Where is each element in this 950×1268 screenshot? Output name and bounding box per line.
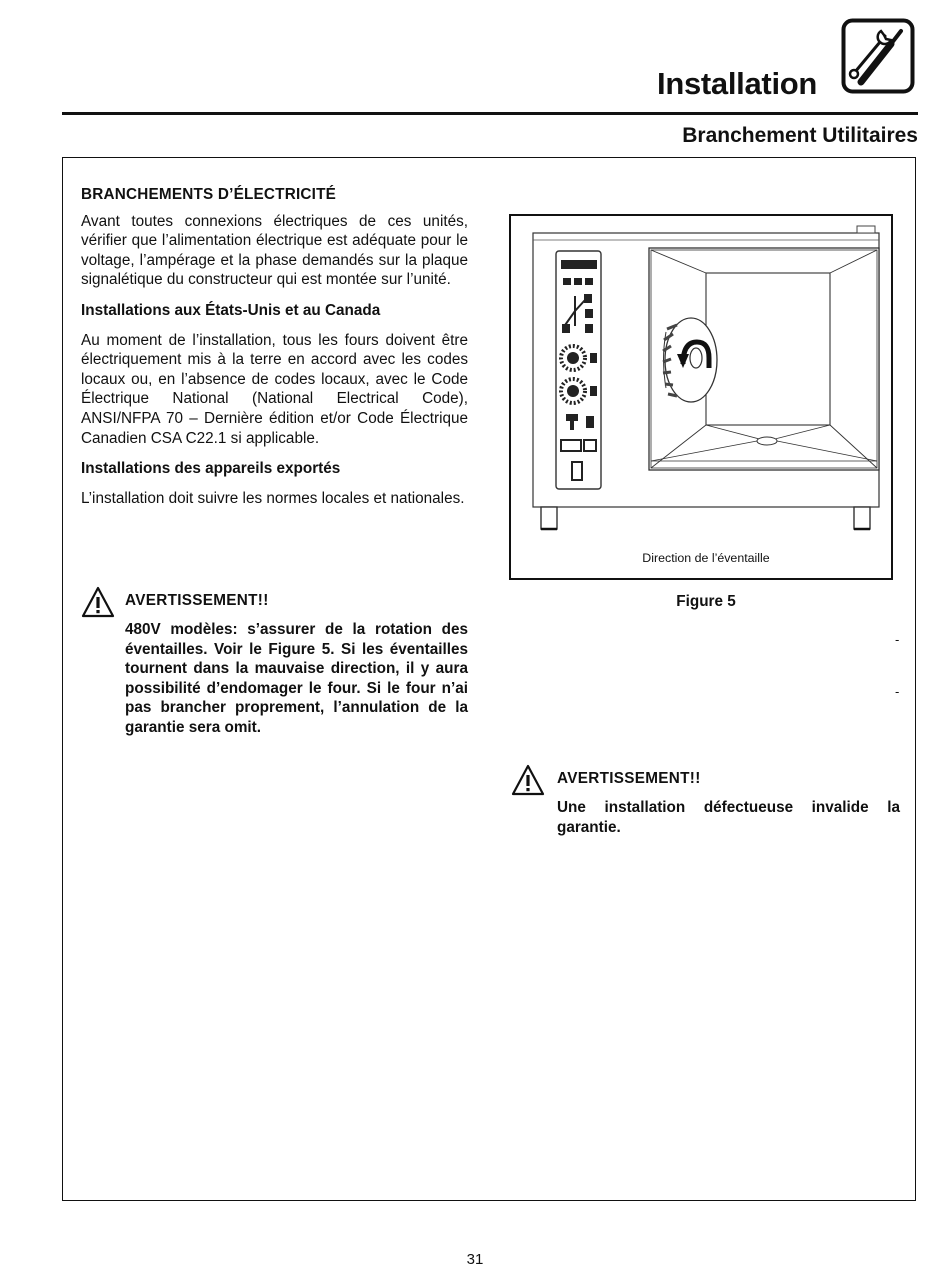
figure-5	[509, 214, 893, 580]
us-canada-paragraph: Au moment de l’installation, tous les fours doivent être électriquement mis à la terre en accord avec les codes locaux ou, en l’absence de codes locaux, avec le Code Électrique National (National Electrical Code), ANSI/NFPA 70 – Dernière édition et/or Code Électrique Canadien CSA C22.1 si applicable.	[81, 331, 468, 447]
electric-paragraph: Avant toutes connexions électriques de ces unités, vérifier que l’alimentation électrique est adéquate pour le voltage, l’ampérage et la phase demandés sur la plaque signalétique du constructeur qui est montée sur l’unité.	[81, 212, 468, 289]
warning-left-text: 480V modèles: s’assurer de la rotation des éventailles. Voir le Figure 5. Si les éventailles tournent dans la mauvaise direction, il y aura possibilité d’endomager le four. Si le four n’ai pas brancher proprement, l’annulation de la garantie sera omit.	[125, 621, 468, 736]
dash-mark: -	[895, 632, 900, 647]
figure-label: Figure 5	[676, 593, 736, 610]
export-heading: Installations des appareils exportés	[81, 460, 341, 478]
oven-illustration	[511, 216, 891, 578]
warning-right-title: AVERTISSEMENT!!	[557, 770, 701, 787]
header-rule	[62, 112, 918, 115]
subsection-title: Branchement Utilitaires	[682, 124, 918, 147]
dash-mark: -	[895, 684, 900, 699]
electric-heading: BRANCHEMENTS D’ÉLECTRICITÉ	[81, 186, 337, 203]
warning-triangle-icon	[81, 586, 115, 618]
us-canada-heading: Installations aux États-Unis et au Canada	[81, 301, 381, 319]
warning-right	[511, 764, 903, 844]
left-column	[81, 185, 468, 519]
warning-right-text: Une installation défectueuse invalide la garantie.	[557, 799, 900, 836]
warning-left	[81, 586, 471, 766]
page-number: 31	[466, 1251, 484, 1268]
export-paragraph: L’installation doit suivre les normes locales et nationales.	[81, 489, 465, 507]
figure-caption: Direction de l’éventaille	[642, 551, 770, 565]
warning-left-title: AVERTISSEMENT!!	[125, 592, 269, 609]
section-title: Installation	[657, 66, 818, 101]
warning-triangle-icon	[511, 764, 545, 796]
tools-icon	[841, 18, 915, 94]
